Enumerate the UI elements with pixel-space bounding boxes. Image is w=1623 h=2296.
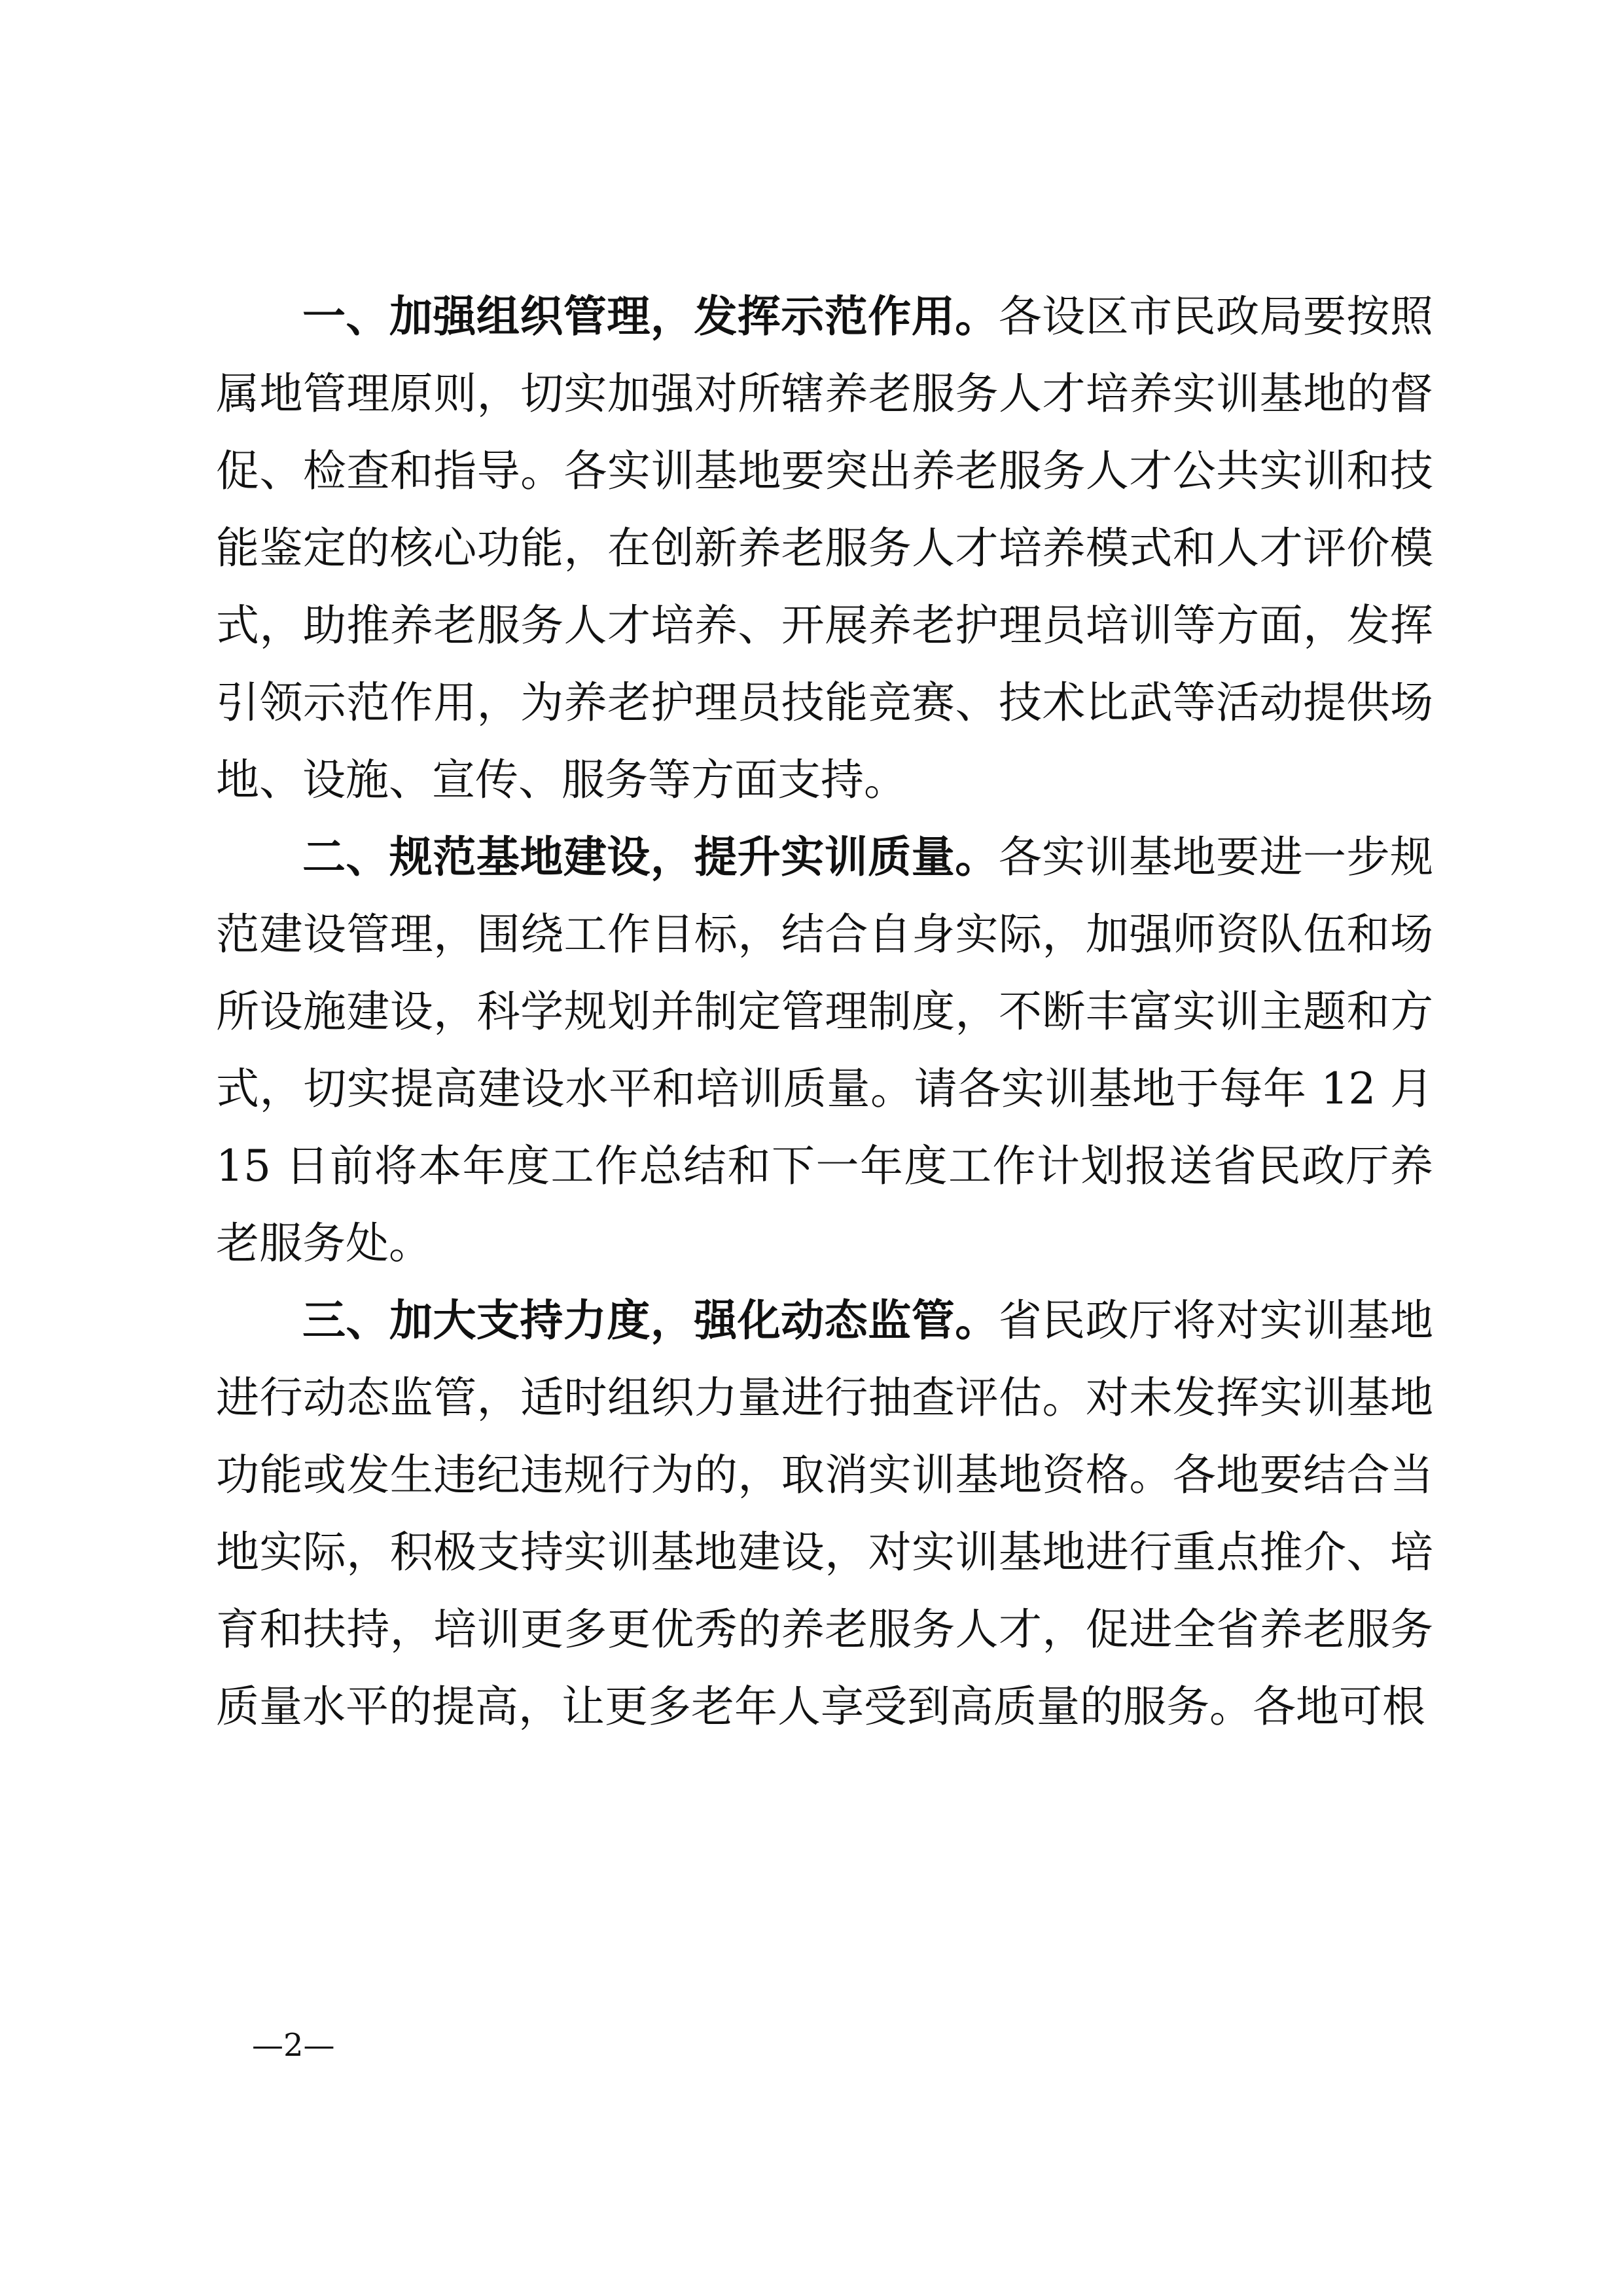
document-body <box>216 278 1433 1746</box>
paragraph-3-text: 省民政厅将对实训基地进行动态监管，适时组织力量进行抽查评估。对未发挥实训基地功能或发生违纪违规行为的，取消实训基地资格。各地要结合当地实际，积极支持实训基地建设，对实训基地进行重点推介、培育和扶持，培训更多更优秀的养老服务人才，促进全省养老服务质量水平的提高，让更多老年人享受到高质量的服务。各地可根 <box>216 1295 1434 1732</box>
paragraph-1 <box>216 278 1433 819</box>
section-heading-2: 二、规范基地建设，提升实训质量。 <box>302 832 999 882</box>
paragraph-1-text: 各设区市民政局要按照属地管理原则，切实加强对所辖养老服务人才培养实训基地的督促、检查和指导。各实训基地要突出养老服务人才公共实训和技能鉴定的核心功能，在创新养老服务人才培养模式和人才评价模式，助推养老服务人才培养、开展养老护理员培训等方面，发挥引领示范作用，为养老护理员技能竞赛、技术比武等活动提供场地、设施、宣传、服务等方面支持。 <box>216 291 1434 805</box>
paragraph-3 <box>216 1282 1433 1746</box>
section-heading-3: 三、加大支持力度，强化动态监管。 <box>302 1295 999 1346</box>
paragraph-2 <box>216 819 1433 1282</box>
section-heading-1: 一、加强组织管理，发挥示范作用。 <box>302 291 999 342</box>
page-number: —2— <box>252 2027 335 2064</box>
paragraph-2-text: 各实训基地要进一步规范建设管理，围绕工作目标，结合自身实际，加强师资队伍和场所设施建设，科学规划并制定管理制度，不断丰富实训主题和方式，切实提高建设水平和培训质量。请各实训基地于每年 12 月 15 日前将本年度工作总结和下一年度工作计划报送省民政厅养老服务处。 <box>216 832 1434 1268</box>
